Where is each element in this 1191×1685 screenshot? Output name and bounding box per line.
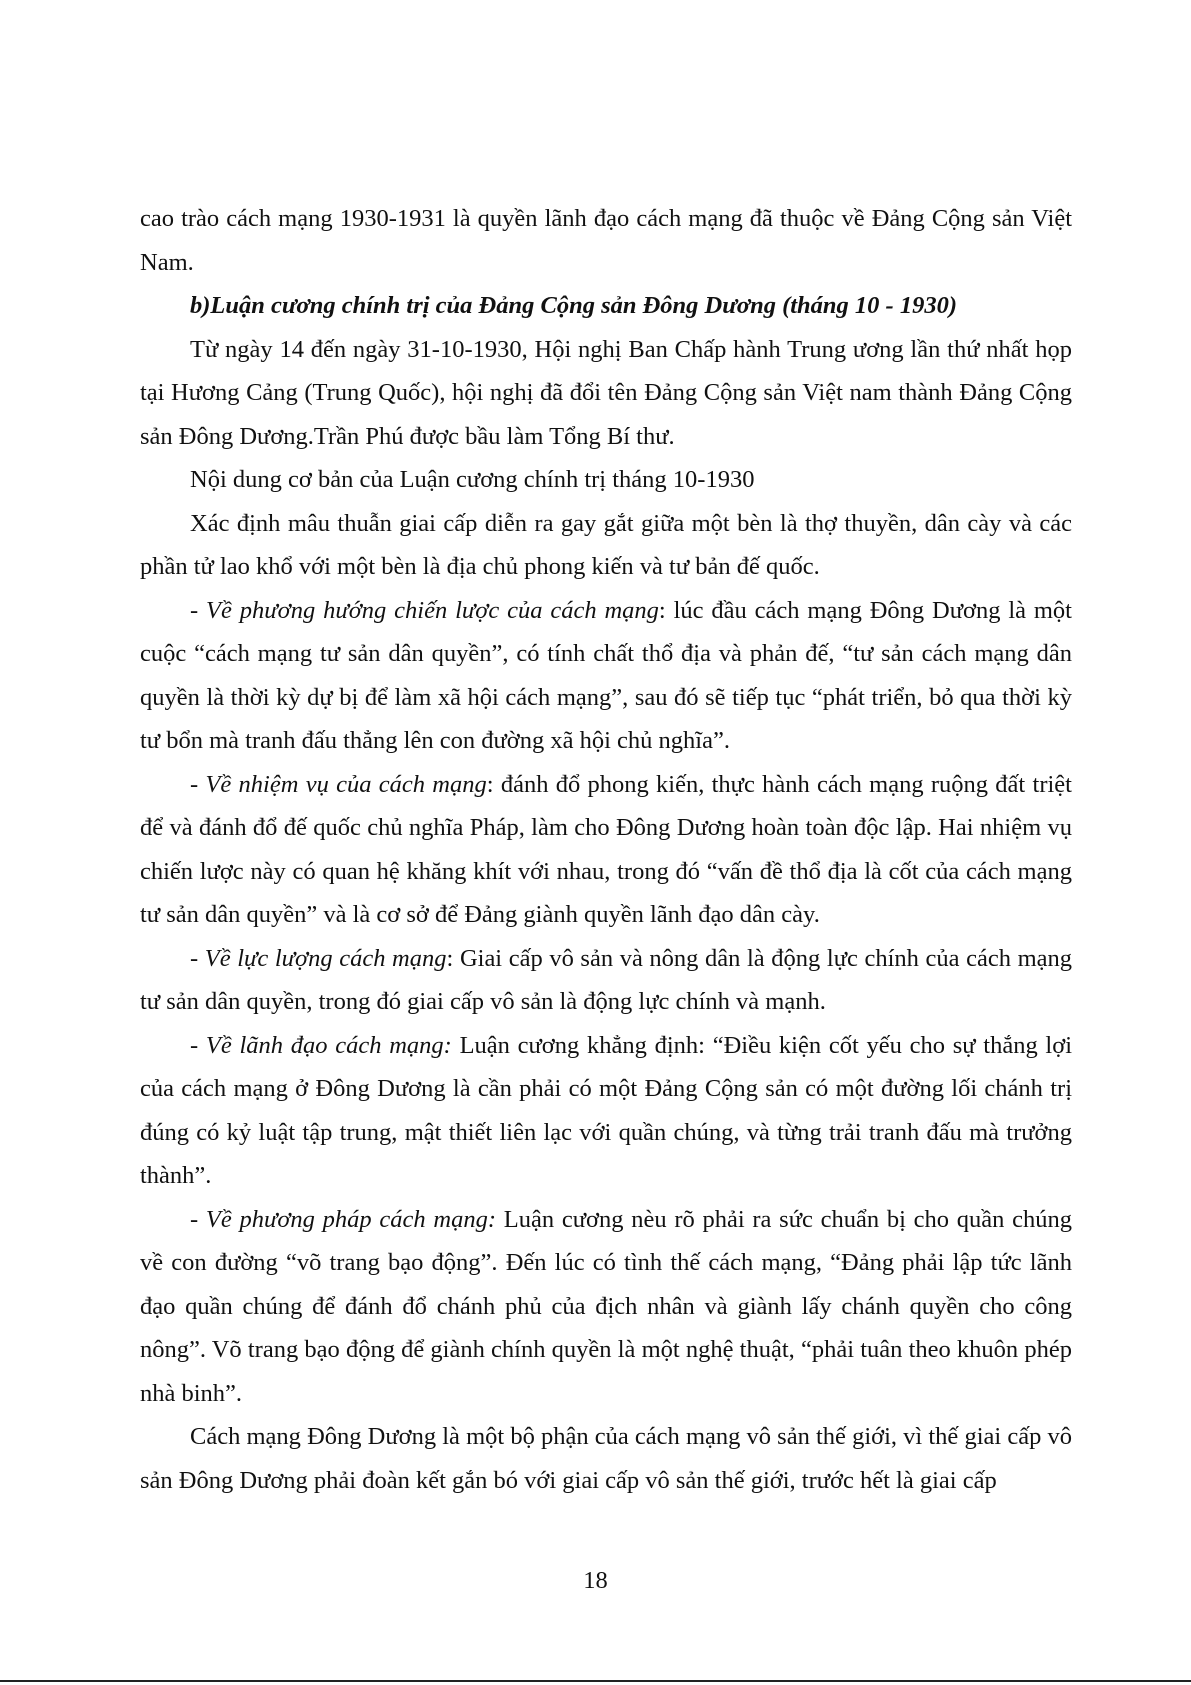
item-revolution-tasks	[140, 763, 1072, 937]
item-text: lúc đầu cách mạng Đông Dương là một cuộc “cách mạng tư sản dân quyền”, có tính chất thổ địa và phản đế, “tư sản cách mạng dân quyền là thời kỳ dự bị để làm xã hội cách mạng”, sau đó sẽ tiếp tục “phát triển, bỏ qua thời kỳ tư bổn mà tranh đấu thẳng lên con đường xã hội chủ nghĩa”.	[140, 596, 1072, 754]
item-title: Về nhiệm vụ của cách mạng	[205, 770, 487, 798]
item-text: Luận cương nèu rõ phải ra sức chuẩn bị cho quần chúng về con đường “võ trang bạo động”. Đến lúc có tình thế cách mạng, “Đảng phải lập tức lãnh đạo quần chúng để đánh đổ chánh phủ của địch nhân và giành lấy chánh quyền cho công nông”. Võ trang bạo động để giành chính quyền là một nghệ thuật, “phải tuân theo khuôn phép nhà binh”.	[140, 1205, 1072, 1407]
continuation-paragraph: cao trào cách mạng 1930-1931 là quyền lãnh đạo cách mạng đã thuộc về Đảng Cộng sản Việt Nam.	[140, 205, 1072, 276]
item-prefix: -	[190, 770, 206, 798]
item-prefix: -	[190, 944, 205, 972]
item-separator: :	[658, 596, 674, 624]
item-prefix: -	[190, 1205, 206, 1233]
item-title: Về phương pháp cách mạng:	[205, 1205, 497, 1233]
item-prefix: -	[190, 1031, 206, 1059]
item-strategic-direction	[140, 589, 1072, 763]
content-title-paragraph: Nội dung cơ bản của Luận cương chính trị tháng 10-1930	[190, 466, 755, 493]
item-revolution-leadership	[140, 1024, 1072, 1198]
contradiction-paragraph: Xác định mâu thuẫn giai cấp diễn ra gay gắt giữa một bèn là thợ thuyền, dân cày và các phần tử lao khổ với một bèn là địa chủ phong kiến và tư bản đế quốc.	[140, 509, 1072, 580]
section-heading: b)Luận cương chính trị của Đảng Cộng sản Đông Dương (tháng 10 - 1930)	[190, 292, 957, 319]
item-text: Giai cấp vô sản và nông dân là động lực chính của cách mạng tư sản dân quyền, trong đó giai cấp vô sản là động lực chính và mạnh.	[140, 944, 1072, 1015]
page-number: 18	[583, 1567, 608, 1594]
item-title: Về phương hướng chiến lược của cách mạng	[206, 596, 659, 624]
item-revolution-methods	[140, 1198, 1072, 1416]
item-text: đánh đổ phong kiến, thực hành cách mạng ruộng đất triệt để và đánh đổ đế quốc chủ nghĩa Pháp, làm cho Đông Dương hoàn toàn độc lập. Hai nhiệm vụ chiến lược này có quan hệ khăng khít với nhau, trong đó “vấn đề thổ địa là cốt của cách mạng tư sản dân quyền” và là cơ sở để Đảng giành quyền lãnh đạo dân cày.	[140, 770, 1072, 928]
item-separator: :	[446, 944, 460, 972]
bottom-rule	[0, 1680, 1191, 1682]
conference-paragraph: Từ ngày 14 đến ngày 31-10-1930, Hội nghị Ban Chấp hành Trung ương lần thứ nhất họp tại Hương Cảng (Trung Quốc), hội nghị đã đổi tên Đảng Cộng sản Việt nam thành Đảng Cộng sản Đông Dương.Trần Phú được bầu làm Tổng Bí thư.	[140, 335, 1072, 450]
item-prefix: -	[190, 596, 207, 624]
item-title: Về lãnh đạo cách mạng:	[205, 1031, 452, 1059]
item-revolution-forces	[140, 937, 1072, 1024]
item-separator	[452, 1032, 460, 1059]
item-separator: :	[486, 770, 501, 798]
item-separator	[496, 1206, 504, 1233]
item-title: Về lực lượng cách mạng	[204, 944, 447, 972]
page-body	[140, 197, 1072, 1502]
international-paragraph: Cách mạng Đông Dương là một bộ phận của cách mạng vô sản thế giới, vì thế giai cấp vô sản Đông Dương phải đoàn kết gắn bó với giai cấp vô sản thế giới, trước hết là giai cấp	[140, 1423, 1072, 1494]
item-text: Luận cương khẳng định: “Điều kiện cốt yếu cho sự thắng lợi của cách mạng ở Đông Dương là cần phải có một Đảng Cộng sản có một đường lối chánh trị đúng có kỷ luật tập trung, mật thiết liên lạc với quần chúng, và từng trải tranh đấu mà trưởng thành”.	[140, 1031, 1072, 1189]
